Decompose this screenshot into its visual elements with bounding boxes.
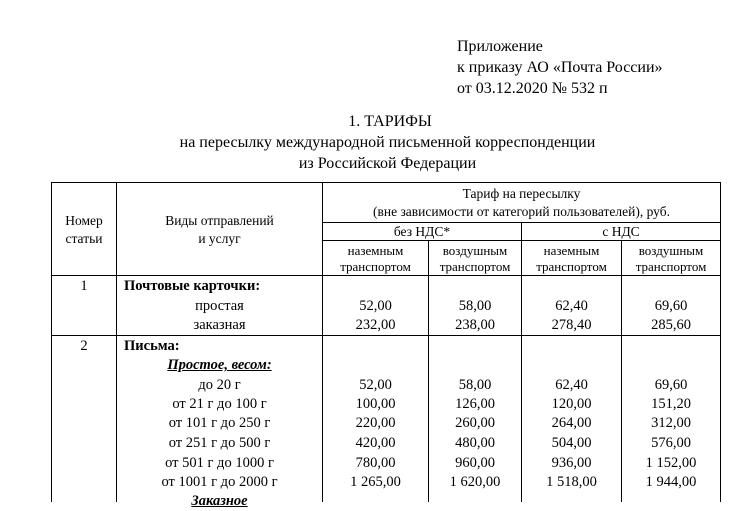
- cell-value: 151,20: [651, 396, 691, 412]
- section-2-title: Письма:: [124, 338, 180, 354]
- row-label: до 20 г: [198, 377, 241, 393]
- cell-value: 504,00: [551, 435, 592, 451]
- row-label: от 101 г до 250 г: [168, 415, 271, 431]
- cell-value: 285,60: [651, 317, 691, 333]
- cell-value: 69,60: [654, 377, 688, 393]
- cell-value: 1 518,00: [546, 474, 597, 490]
- cell-value: 58,00: [458, 298, 492, 314]
- header-air-1-l1: воздушным: [442, 243, 508, 258]
- cell-value: 960,00: [455, 455, 495, 471]
- header-ground-1-l2: транспортом: [340, 259, 411, 274]
- header-ground-2-l2: транспортом: [536, 259, 607, 274]
- cell-value: 52,00: [359, 377, 392, 393]
- cell-value: 260,00: [455, 415, 495, 431]
- row-label: от 251 г до 500 г: [168, 435, 271, 451]
- header-kinds-l2: и услуг: [198, 231, 241, 246]
- section-2-subtitle: Простое, весом:: [167, 357, 272, 373]
- header-tariff-l1: Тариф на пересылку: [462, 186, 581, 201]
- appendix-line-1: Приложение: [457, 38, 543, 55]
- header-without-vat: без НДС*: [393, 224, 451, 239]
- cell-value: 238,00: [455, 317, 495, 333]
- cell-value: 220,00: [355, 415, 396, 431]
- header-air-2-l2: транспортом: [635, 259, 707, 274]
- cell-value: 69,60: [654, 298, 688, 314]
- row-label: от 1001 г до 2000 г: [161, 474, 278, 490]
- header-number-l2: статьи: [65, 231, 103, 246]
- section-2-number: 2: [80, 338, 88, 354]
- cell-value: 126,00: [455, 396, 495, 412]
- cell-value: 1 620,00: [449, 474, 501, 490]
- section-1-title: Почтовые карточки:: [124, 278, 261, 294]
- header-kinds-l1: Виды отправлений: [165, 213, 274, 228]
- table-border-right: [720, 182, 721, 502]
- cell-value: 278,40: [551, 317, 592, 333]
- cell-value: 312,00: [651, 415, 691, 431]
- row-label: от 501 г до 1000 г: [165, 455, 274, 471]
- title-main: 1. ТАРИФЫ: [348, 113, 432, 130]
- cell-value: 264,00: [551, 415, 592, 431]
- header-with-vat: с НДС: [602, 224, 640, 239]
- header-tariff-l2: (вне зависимости от категорий пользователей), руб.: [373, 204, 670, 219]
- table-border-top: [51, 182, 721, 183]
- appendix-line-2: к приказу АО «Почта России»: [457, 59, 663, 76]
- cell-value: 62,40: [555, 377, 588, 393]
- appendix-line-3: от 03.12.2020 № 532 п: [457, 80, 608, 97]
- section-1-number: 1: [80, 278, 88, 294]
- header-ground-1-l1: наземным: [347, 243, 404, 258]
- cell-value: 480,00: [455, 435, 495, 451]
- cell-value: 576,00: [651, 435, 691, 451]
- cell-value: 58,00: [458, 377, 492, 393]
- cell-value: 936,00: [551, 455, 592, 471]
- cell-value: 100,00: [355, 396, 396, 412]
- cell-value: 420,00: [355, 435, 396, 451]
- cell-value: 232,00: [355, 317, 396, 333]
- row-label: от 21 г до 100 г: [172, 396, 267, 412]
- header-number-l1: Номер: [65, 213, 103, 228]
- cell-value: 52,00: [359, 298, 392, 314]
- header-air-1-l2: транспортом: [439, 259, 511, 274]
- title-sub-1: на пересылку международной письменной корреспонденции: [179, 134, 596, 151]
- cell-value: 1 265,00: [350, 474, 401, 490]
- header-air-2-l1: воздушным: [638, 243, 704, 258]
- cell-value: 62,40: [555, 298, 588, 314]
- cell-value: 120,00: [551, 396, 592, 412]
- row-label: простая: [195, 298, 244, 314]
- header-ground-2-l1: наземным: [543, 243, 600, 258]
- cell-value: 780,00: [355, 455, 396, 471]
- cell-value: 1 944,00: [645, 474, 697, 490]
- section-2-cut-subtitle: Заказное: [191, 493, 248, 509]
- cell-value: 1 152,00: [645, 455, 697, 471]
- title-sub-2: из Российской Федерации: [298, 155, 477, 172]
- row-label: заказная: [193, 317, 246, 333]
